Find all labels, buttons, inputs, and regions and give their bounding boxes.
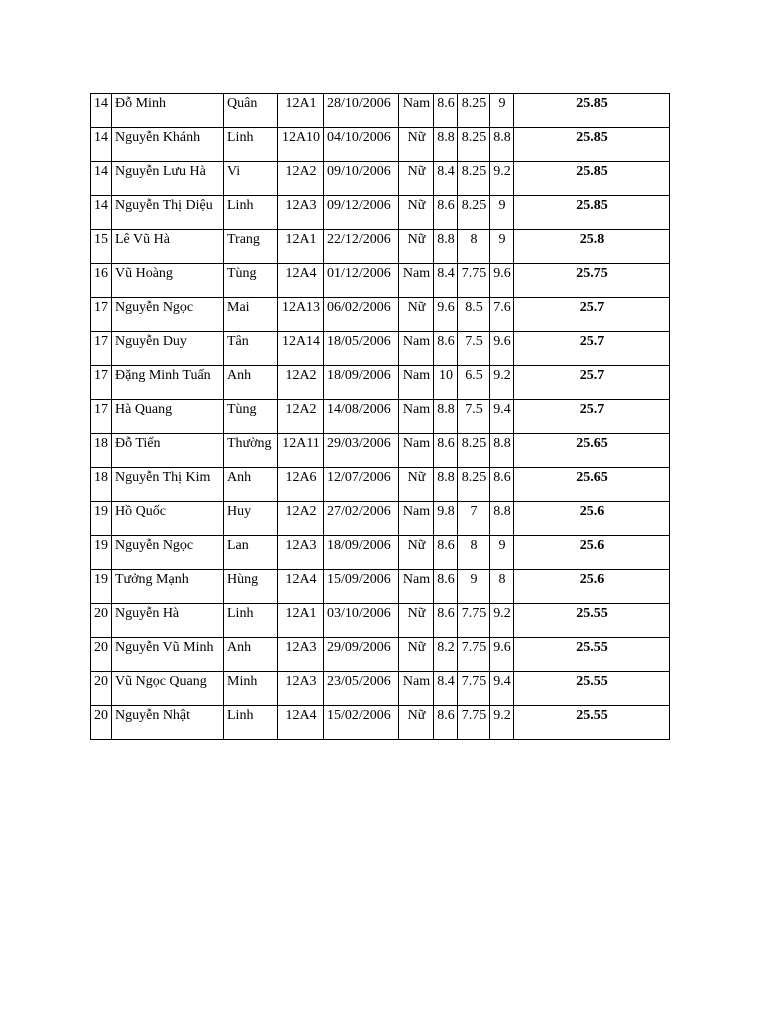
score-3-cell: 9.6	[490, 638, 514, 672]
dob-cell: 18/09/2006	[324, 536, 399, 570]
table-row	[91, 332, 670, 366]
table-row	[91, 434, 670, 468]
score-2-cell: 7.75	[458, 672, 490, 706]
score-3-cell: 9.6	[490, 264, 514, 298]
given-name-cell: Linh	[224, 604, 278, 638]
score-3-cell: 8.8	[490, 434, 514, 468]
surname-cell: Hồ Quốc	[112, 502, 224, 536]
class-cell: 12A11	[278, 434, 324, 468]
score-2-cell: 8.5	[458, 298, 490, 332]
rank-cell: 20	[91, 706, 112, 740]
gender-cell: Nam	[399, 502, 434, 536]
table-row	[91, 128, 670, 162]
total-score-cell: 25.7	[514, 298, 670, 332]
score-1-cell: 10	[434, 366, 458, 400]
class-cell: 12A1	[278, 94, 324, 128]
class-cell: 12A4	[278, 570, 324, 604]
score-3-cell: 9.4	[490, 672, 514, 706]
score-2-cell: 8.25	[458, 196, 490, 230]
score-2-cell: 8	[458, 536, 490, 570]
score-1-cell: 9.8	[434, 502, 458, 536]
dob-cell: 23/05/2006	[324, 672, 399, 706]
score-3-cell: 9.2	[490, 604, 514, 638]
class-cell: 12A1	[278, 604, 324, 638]
score-1-cell: 8.8	[434, 128, 458, 162]
table-row	[91, 672, 670, 706]
rank-cell: 16	[91, 264, 112, 298]
gender-cell: Nam	[399, 366, 434, 400]
score-1-cell: 8.6	[434, 196, 458, 230]
score-3-cell: 9	[490, 94, 514, 128]
class-cell: 12A2	[278, 162, 324, 196]
surname-cell: Nguyễn Khánh	[112, 128, 224, 162]
gender-cell: Nữ	[399, 638, 434, 672]
rank-cell: 18	[91, 468, 112, 502]
total-score-cell: 25.85	[514, 196, 670, 230]
dob-cell: 15/09/2006	[324, 570, 399, 604]
given-name-cell: Vi	[224, 162, 278, 196]
class-cell: 12A6	[278, 468, 324, 502]
surname-cell: Hà Quang	[112, 400, 224, 434]
class-cell: 12A3	[278, 536, 324, 570]
gender-cell: Nữ	[399, 128, 434, 162]
given-name-cell: Mai	[224, 298, 278, 332]
surname-cell: Đỗ Tiến	[112, 434, 224, 468]
score-2-cell: 7	[458, 502, 490, 536]
surname-cell: Nguyễn Ngọc	[112, 298, 224, 332]
gender-cell: Nữ	[399, 706, 434, 740]
given-name-cell: Tùng	[224, 400, 278, 434]
score-2-cell: 8.25	[458, 162, 490, 196]
class-cell: 12A13	[278, 298, 324, 332]
surname-cell: Nguyễn Hà	[112, 604, 224, 638]
gender-cell: Nữ	[399, 536, 434, 570]
table-row	[91, 366, 670, 400]
given-name-cell: Huy	[224, 502, 278, 536]
surname-cell: Đỗ Minh	[112, 94, 224, 128]
dob-cell: 28/10/2006	[324, 94, 399, 128]
score-2-cell: 9	[458, 570, 490, 604]
score-3-cell: 9.2	[490, 162, 514, 196]
score-3-cell: 8.8	[490, 128, 514, 162]
total-score-cell: 25.75	[514, 264, 670, 298]
total-score-cell: 25.6	[514, 502, 670, 536]
given-name-cell: Tùng	[224, 264, 278, 298]
total-score-cell: 25.7	[514, 366, 670, 400]
dob-cell: 29/09/2006	[324, 638, 399, 672]
score-1-cell: 8.4	[434, 672, 458, 706]
surname-cell: Lê Vũ Hà	[112, 230, 224, 264]
rank-cell: 14	[91, 162, 112, 196]
given-name-cell: Trang	[224, 230, 278, 264]
surname-cell: Vũ Ngọc Quang	[112, 672, 224, 706]
score-1-cell: 8.6	[434, 604, 458, 638]
score-1-cell: 8.8	[434, 468, 458, 502]
given-name-cell: Minh	[224, 672, 278, 706]
dob-cell: 04/10/2006	[324, 128, 399, 162]
rank-cell: 17	[91, 400, 112, 434]
score-3-cell: 9	[490, 536, 514, 570]
score-1-cell: 8.6	[434, 332, 458, 366]
given-name-cell: Lan	[224, 536, 278, 570]
rank-cell: 17	[91, 332, 112, 366]
score-3-cell: 8.6	[490, 468, 514, 502]
surname-cell: Vũ Hoàng	[112, 264, 224, 298]
score-1-cell: 8.6	[434, 94, 458, 128]
dob-cell: 18/05/2006	[324, 332, 399, 366]
score-1-cell: 8.6	[434, 706, 458, 740]
score-2-cell: 7.75	[458, 638, 490, 672]
dob-cell: 09/10/2006	[324, 162, 399, 196]
class-cell: 12A2	[278, 400, 324, 434]
score-1-cell: 8.6	[434, 570, 458, 604]
class-cell: 12A3	[278, 672, 324, 706]
table-row	[91, 706, 670, 740]
score-2-cell: 7.75	[458, 264, 490, 298]
class-cell: 12A3	[278, 638, 324, 672]
gender-cell: Nữ	[399, 468, 434, 502]
dob-cell: 18/09/2006	[324, 366, 399, 400]
score-2-cell: 8.25	[458, 434, 490, 468]
score-3-cell: 9.6	[490, 332, 514, 366]
rank-cell: 20	[91, 672, 112, 706]
given-name-cell: Hùng	[224, 570, 278, 604]
class-cell: 12A4	[278, 706, 324, 740]
gender-cell: Nam	[399, 94, 434, 128]
surname-cell: Nguyễn Thị Diệu	[112, 196, 224, 230]
dob-cell: 27/02/2006	[324, 502, 399, 536]
gender-cell: Nữ	[399, 162, 434, 196]
given-name-cell: Anh	[224, 468, 278, 502]
score-3-cell: 9.4	[490, 400, 514, 434]
given-name-cell: Tân	[224, 332, 278, 366]
rank-cell: 19	[91, 536, 112, 570]
class-cell: 12A10	[278, 128, 324, 162]
score-1-cell: 8.4	[434, 162, 458, 196]
table-row	[91, 94, 670, 128]
gender-cell: Nam	[399, 672, 434, 706]
dob-cell: 22/12/2006	[324, 230, 399, 264]
given-name-cell: Thường	[224, 434, 278, 468]
surname-cell: Nguyễn Lưu Hà	[112, 162, 224, 196]
surname-cell: Đặng Minh Tuấn	[112, 366, 224, 400]
total-score-cell: 25.7	[514, 332, 670, 366]
score-3-cell: 8	[490, 570, 514, 604]
score-1-cell: 8.6	[434, 434, 458, 468]
surname-cell: Tưởng Mạnh	[112, 570, 224, 604]
given-name-cell: Linh	[224, 128, 278, 162]
score-2-cell: 8.25	[458, 468, 490, 502]
score-1-cell: 8.6	[434, 536, 458, 570]
surname-cell: Nguyễn Duy	[112, 332, 224, 366]
given-name-cell: Linh	[224, 196, 278, 230]
rank-cell: 17	[91, 366, 112, 400]
class-cell: 12A2	[278, 366, 324, 400]
table-row	[91, 162, 670, 196]
score-3-cell: 7.6	[490, 298, 514, 332]
student-ranking-table	[90, 93, 670, 740]
total-score-cell: 25.85	[514, 128, 670, 162]
rank-cell: 19	[91, 502, 112, 536]
total-score-cell: 25.55	[514, 706, 670, 740]
total-score-cell: 25.65	[514, 468, 670, 502]
score-1-cell: 8.8	[434, 400, 458, 434]
table-row	[91, 570, 670, 604]
total-score-cell: 25.8	[514, 230, 670, 264]
class-cell: 12A2	[278, 502, 324, 536]
score-1-cell: 8.4	[434, 264, 458, 298]
surname-cell: Nguyễn Nhật	[112, 706, 224, 740]
total-score-cell: 25.55	[514, 672, 670, 706]
gender-cell: Nữ	[399, 230, 434, 264]
dob-cell: 15/02/2006	[324, 706, 399, 740]
class-cell: 12A4	[278, 264, 324, 298]
table-body	[91, 94, 670, 740]
score-2-cell: 8.25	[458, 128, 490, 162]
rank-cell: 15	[91, 230, 112, 264]
given-name-cell: Linh	[224, 706, 278, 740]
score-1-cell: 8.8	[434, 230, 458, 264]
dob-cell: 01/12/2006	[324, 264, 399, 298]
gender-cell: Nam	[399, 400, 434, 434]
table-row	[91, 502, 670, 536]
score-3-cell: 9	[490, 230, 514, 264]
surname-cell: Nguyễn Vũ Minh	[112, 638, 224, 672]
total-score-cell: 25.7	[514, 400, 670, 434]
gender-cell: Nữ	[399, 298, 434, 332]
surname-cell: Nguyễn Ngọc	[112, 536, 224, 570]
class-cell: 12A1	[278, 230, 324, 264]
gender-cell: Nam	[399, 332, 434, 366]
table-row	[91, 298, 670, 332]
total-score-cell: 25.85	[514, 162, 670, 196]
score-3-cell: 8.8	[490, 502, 514, 536]
gender-cell: Nam	[399, 264, 434, 298]
dob-cell: 09/12/2006	[324, 196, 399, 230]
total-score-cell: 25.55	[514, 604, 670, 638]
dob-cell: 03/10/2006	[324, 604, 399, 638]
score-2-cell: 8.25	[458, 94, 490, 128]
table-row	[91, 604, 670, 638]
dob-cell: 06/02/2006	[324, 298, 399, 332]
rank-cell: 20	[91, 638, 112, 672]
gender-cell: Nam	[399, 570, 434, 604]
score-2-cell: 7.5	[458, 400, 490, 434]
gender-cell: Nữ	[399, 196, 434, 230]
rank-cell: 19	[91, 570, 112, 604]
score-3-cell: 9	[490, 196, 514, 230]
given-name-cell: Quân	[224, 94, 278, 128]
given-name-cell: Anh	[224, 638, 278, 672]
score-1-cell: 9.6	[434, 298, 458, 332]
score-2-cell: 8	[458, 230, 490, 264]
table-row	[91, 196, 670, 230]
class-cell: 12A3	[278, 196, 324, 230]
table-row	[91, 230, 670, 264]
dob-cell: 14/08/2006	[324, 400, 399, 434]
table-row	[91, 536, 670, 570]
total-score-cell: 25.55	[514, 638, 670, 672]
score-2-cell: 6.5	[458, 366, 490, 400]
score-2-cell: 7.5	[458, 332, 490, 366]
rank-cell: 14	[91, 94, 112, 128]
total-score-cell: 25.85	[514, 94, 670, 128]
given-name-cell: Anh	[224, 366, 278, 400]
score-3-cell: 9.2	[490, 706, 514, 740]
gender-cell: Nữ	[399, 604, 434, 638]
dob-cell: 29/03/2006	[324, 434, 399, 468]
total-score-cell: 25.6	[514, 570, 670, 604]
score-2-cell: 7.75	[458, 706, 490, 740]
surname-cell: Nguyễn Thị Kim	[112, 468, 224, 502]
rank-cell: 18	[91, 434, 112, 468]
rank-cell: 20	[91, 604, 112, 638]
gender-cell: Nam	[399, 434, 434, 468]
rank-cell: 14	[91, 196, 112, 230]
class-cell: 12A14	[278, 332, 324, 366]
total-score-cell: 25.65	[514, 434, 670, 468]
rank-cell: 17	[91, 298, 112, 332]
table-row	[91, 638, 670, 672]
total-score-cell: 25.6	[514, 536, 670, 570]
score-1-cell: 8.2	[434, 638, 458, 672]
score-2-cell: 7.75	[458, 604, 490, 638]
dob-cell: 12/07/2006	[324, 468, 399, 502]
table-row	[91, 264, 670, 298]
table-row	[91, 468, 670, 502]
rank-cell: 14	[91, 128, 112, 162]
table-row	[91, 400, 670, 434]
score-3-cell: 9.2	[490, 366, 514, 400]
